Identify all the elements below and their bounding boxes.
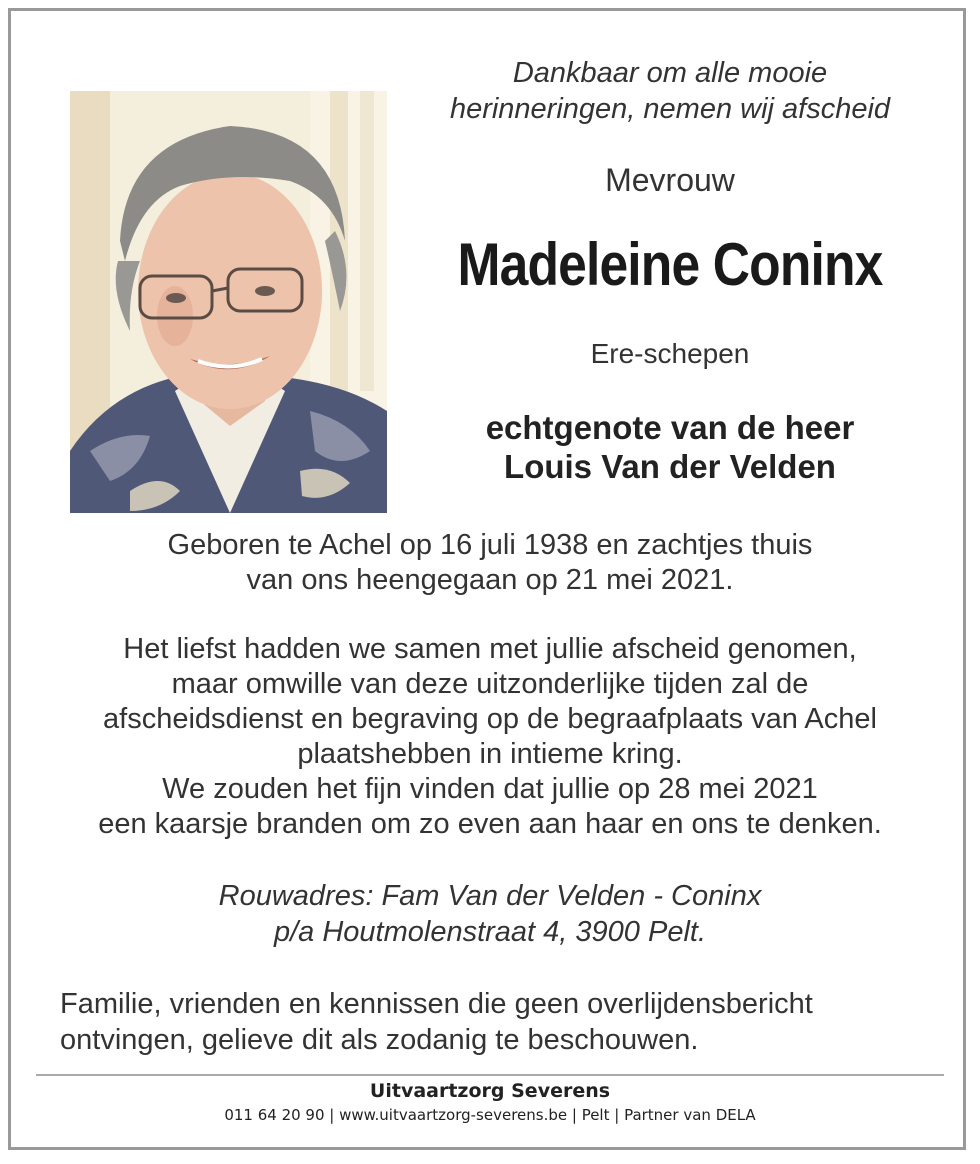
- deceased-name: Madeleine Coninx: [457, 231, 883, 298]
- spouse-text: [400, 408, 940, 486]
- birth-death-text: [40, 528, 940, 598]
- footer-divider: [36, 1074, 944, 1076]
- portrait-illustration: [70, 91, 387, 513]
- spouse-line: echtgenote van de heer: [485, 409, 855, 446]
- body-line: plaatshebben in intieme kring.: [297, 738, 683, 770]
- spouse-line: Louis Van der Velden: [504, 448, 836, 485]
- mourning-address: [40, 878, 940, 950]
- address-line: Rouwadres: Fam Van der Velden - Coninx: [218, 880, 762, 912]
- body-line: een kaarsje branden om zo even aan haar en ons te denken.: [98, 808, 882, 840]
- notice-line: ontvingen, gelieve dit als zodanig te beschouwen.: [60, 1024, 699, 1056]
- portrait-photo: [70, 91, 387, 513]
- intro-line: herinneringen, nemen wij afscheid: [449, 93, 891, 125]
- born-line: Geboren te Achel op 16 juli 1938 en zachtjes thuis: [167, 529, 813, 561]
- body-line: maar omwille van deze uitzonderlijke tijden zal de: [171, 668, 809, 700]
- honorific: Mevrouw: [605, 162, 735, 198]
- address-line: p/a Houtmolenstraat 4, 3900 Pelt.: [273, 916, 707, 948]
- farewell-message: [40, 632, 940, 842]
- funeral-company-name: Uitvaartzorg Severens: [369, 1080, 611, 1102]
- intro-text: [420, 55, 920, 127]
- intro-line: Dankbaar om alle mooie: [512, 57, 828, 89]
- body-line: We zouden het fijn vinden dat jullie op 28 mei 2021: [162, 773, 818, 805]
- body-line: Het liefst hadden we samen met jullie afscheid genomen,: [123, 633, 857, 665]
- funeral-company-info: 011 64 20 90 | www.uitvaartzorg-severens.be | Pelt | Partner van DELA: [224, 1106, 756, 1124]
- born-line: van ons heengegaan op 21 mei 2021.: [246, 564, 734, 596]
- notice-line: Familie, vrienden en kennissen die geen overlijdensbericht: [60, 988, 813, 1020]
- body-line: afscheidsdienst en begraving op de begraafplaats van Achel: [103, 703, 877, 735]
- notice-text: [60, 986, 940, 1058]
- role-title: Ere-schepen: [590, 338, 750, 369]
